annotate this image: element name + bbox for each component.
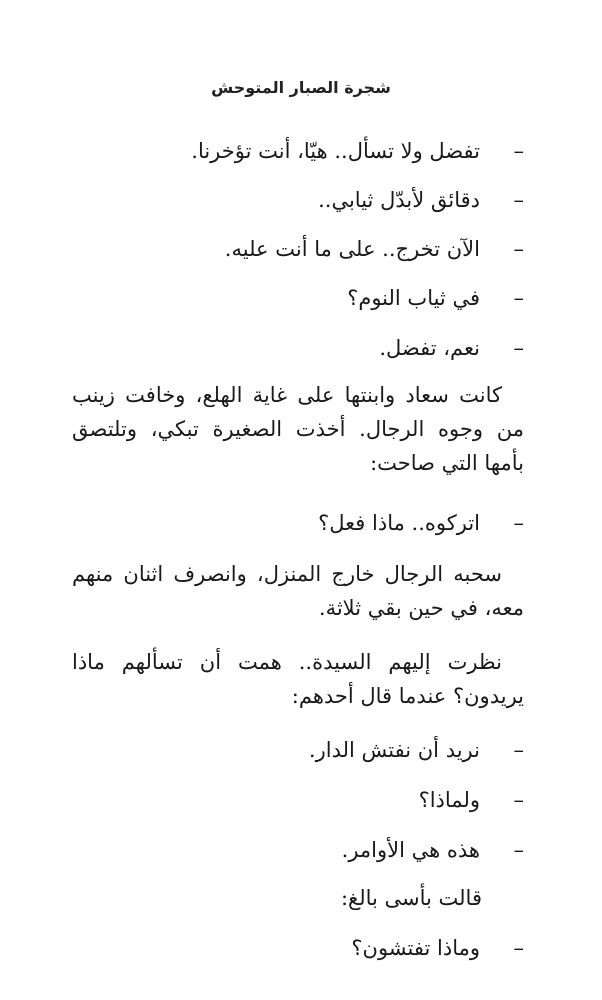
dialogue-dash: – [513,139,524,163]
narration-line: قالت بأسى بالغ: [340,886,482,910]
dialogue-dash: – [513,838,524,862]
dialogue-text: ولماذا؟ [418,788,480,812]
dialogue-dash: – [513,188,524,212]
dialogue-line-4 [70,283,524,313]
narrative-paragraph-1: كانت سعاد وابنتها على غاية الهلع، وخافت زينب من وجوه الرجال. أخذت الصغيرة تبكي، وتلتصق بأمها التي صاحت: [72,383,524,475]
dialogue-dash: – [513,738,524,762]
dialogue-line-2 [70,185,524,215]
dialogue-line-1 [70,136,524,166]
dialogue-dash: – [513,511,524,535]
dialogue-text: دقائق لأبدّل ثيابي.. [318,188,480,212]
dialogue-line-5 [70,333,524,363]
dialogue-dash: – [513,336,524,360]
dialogue-text: نريد أن نفتش الدار. [308,738,480,762]
dialogue-text: هذه هي الأوامر. [341,838,480,862]
dialogue-dash: – [513,936,524,960]
dialogue-line-9 [70,835,524,865]
dialogue-line-7 [70,735,524,765]
dialogue-line-3 [70,234,524,264]
dialogue-text: في ثياب النوم؟ [347,286,480,310]
dialogue-text: اتركوه.. ماذا فعل؟ [318,511,480,535]
dialogue-text: نعم، تفضل. [379,336,480,360]
running-header: شجرة الصبار المتوحش [211,78,391,97]
dialogue-line-6 [70,508,524,538]
dialogue-line-10 [70,933,524,963]
dialogue-text: وماذا تفتشون؟ [351,936,480,960]
dialogue-dash: – [513,237,524,261]
dialogue-text: الآن تخرج.. على ما أنت عليه. [224,237,480,261]
narrative-paragraph-2: سحبه الرجال خارج المنزل، وانصرف اثنان منهم معه، في حين بقي ثلاثة. [72,562,524,620]
dialogue-dash: – [513,788,524,812]
dialogue-text: تفضل ولا تسأل.. هيّا، أنت تؤخرنا. [191,139,480,163]
dialogue-dash: – [513,286,524,310]
narrative-paragraph-3: نظرت إليهم السيدة.. همت أن تسألهم ماذا يريدون؟ عندما قال أحدهم: [72,650,524,708]
dialogue-line-8 [70,785,524,815]
